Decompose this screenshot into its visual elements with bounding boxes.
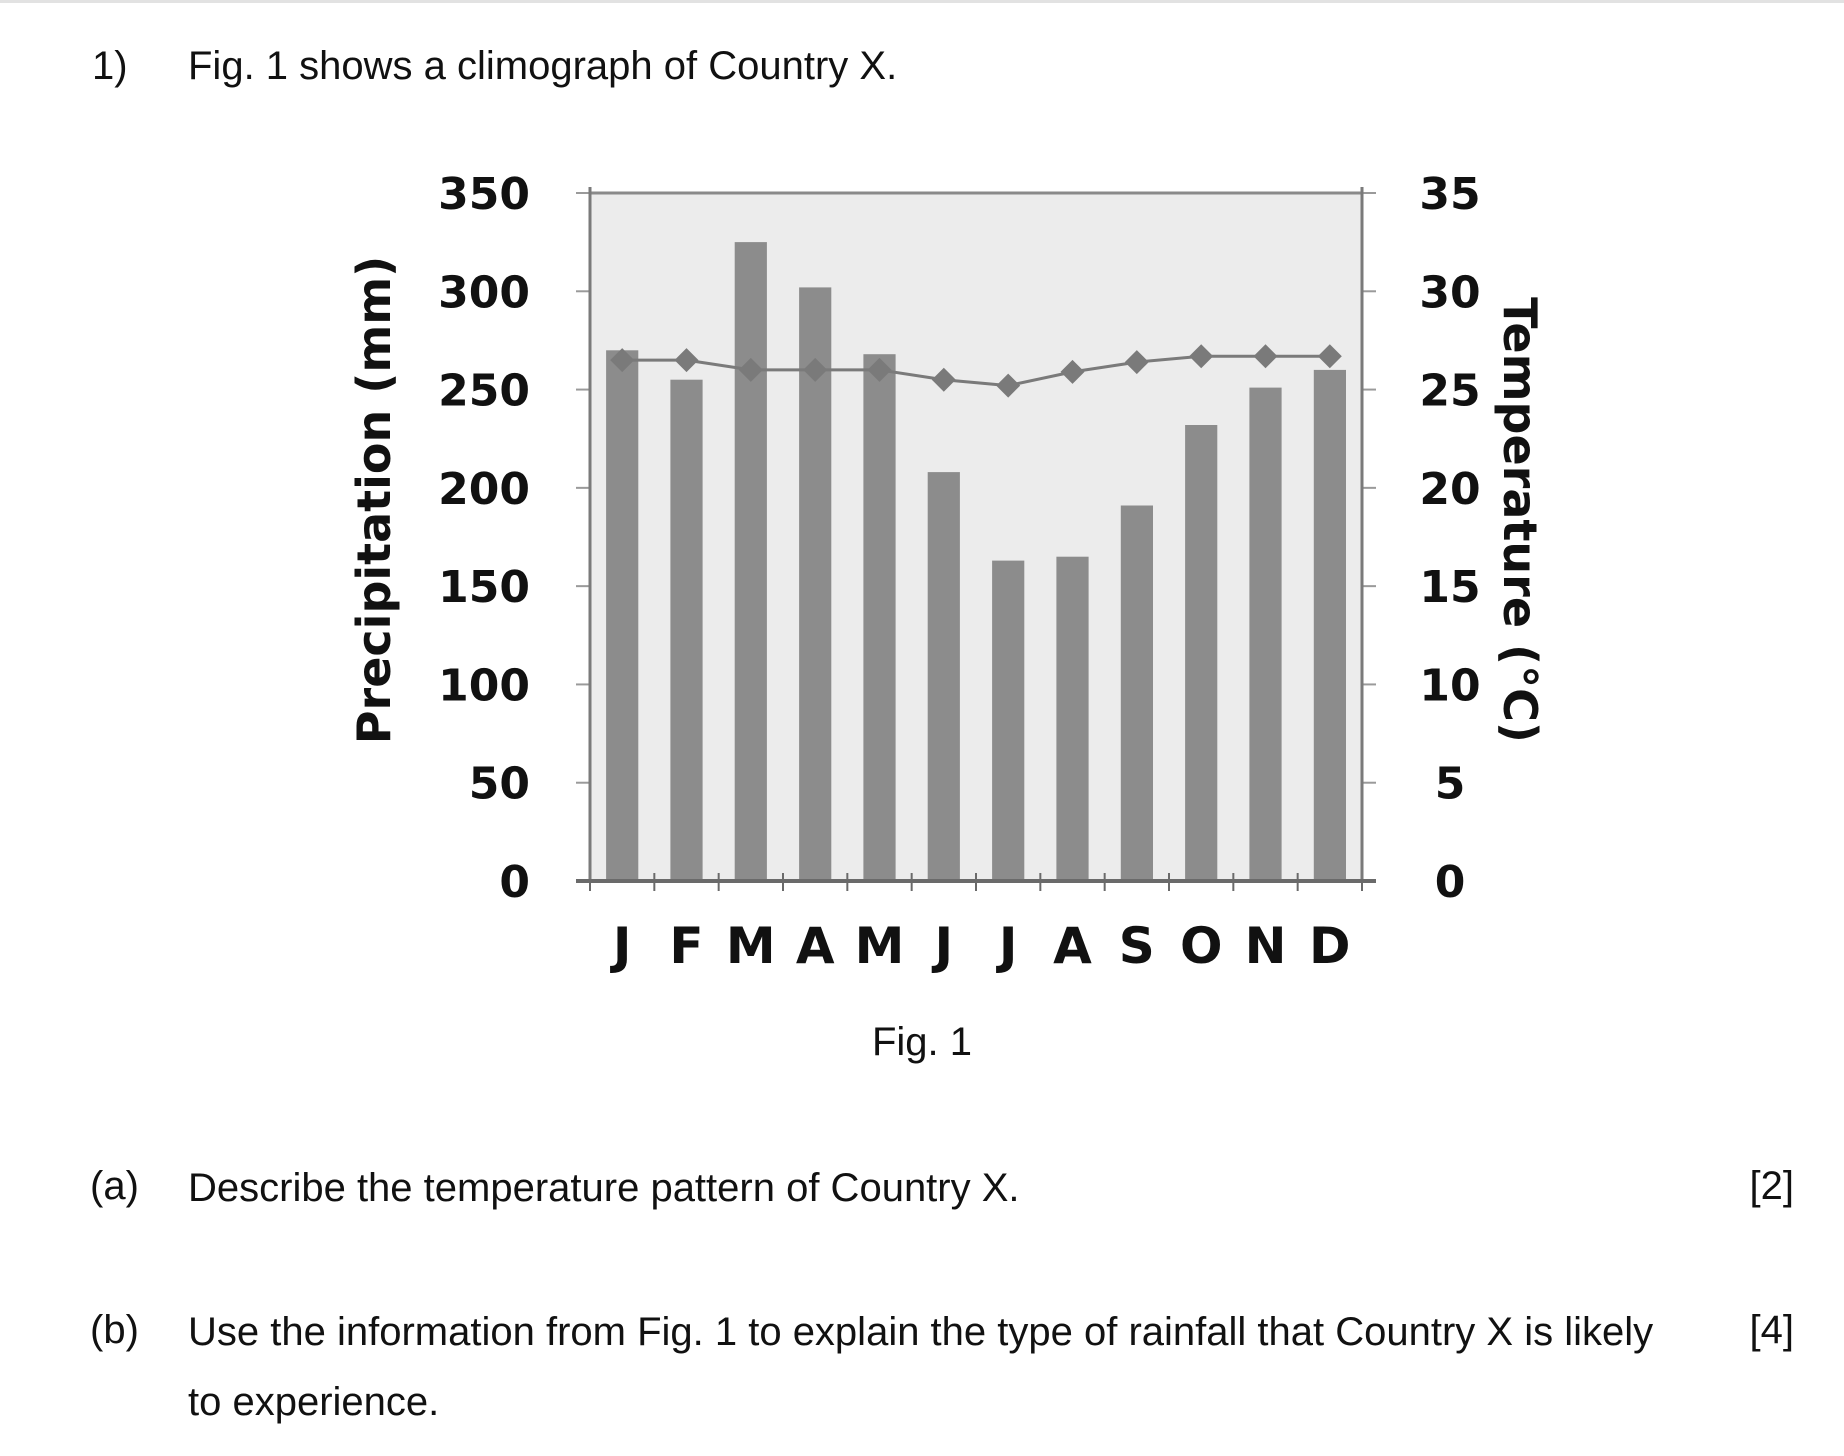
precipitation-bar	[735, 242, 767, 881]
x-axis-tick-label: A	[795, 917, 835, 975]
figure-caption: Fig. 1	[871, 1020, 973, 1064]
part-b-text	[188, 1297, 1653, 1437]
right-axis-tick-label: 20	[1419, 463, 1481, 515]
precipitation-bar	[1314, 370, 1346, 881]
x-axis-tick-label: S	[1118, 917, 1155, 975]
right-axis-tick-label: 5	[1434, 758, 1466, 810]
y2-axis-title: Temperature (°C)	[1493, 297, 1547, 743]
right-axis-tick-label: 25	[1419, 365, 1481, 417]
precipitation-bar	[992, 561, 1024, 881]
x-axis-tick-label: M	[725, 917, 776, 975]
left-axis-tick-label: 300	[438, 267, 530, 319]
x-axis-tick-label: J	[998, 917, 1018, 975]
right-axis-tick-label: 15	[1419, 562, 1481, 614]
x-axis-tick-label: F	[669, 917, 704, 975]
precipitation-bar	[670, 380, 702, 881]
x-axis-tick-label: N	[1244, 917, 1287, 975]
part-a-text: Describe the temperature pattern of Country X.	[188, 1166, 1020, 1210]
question-intro: Fig. 1 shows a climograph of Country X.	[188, 44, 898, 88]
left-axis-tick-label: 200	[438, 463, 530, 515]
right-axis-tick-label: 35	[1419, 169, 1481, 220]
precipitation-bar	[1121, 506, 1153, 882]
left-axis-tick-label: 0	[499, 857, 530, 908]
x-axis-tick-label: D	[1309, 917, 1351, 975]
left-axis-tick-label: 50	[468, 758, 530, 810]
x-axis-tick-label: J	[612, 917, 632, 975]
question-number: 1)	[92, 44, 128, 88]
right-axis-tick-label: 0	[1434, 857, 1466, 908]
x-axis-tick-labels	[610, 917, 1351, 975]
x-axis-tick-label: J	[934, 917, 954, 975]
part-b-label: (b)	[90, 1308, 139, 1352]
x-axis-tick-label: A	[1053, 917, 1092, 975]
y-axis-title: Precipitation (mm)	[347, 255, 401, 745]
precipitation-bar	[863, 354, 895, 881]
part-a-marks: [2]	[1749, 1164, 1794, 1208]
precipitation-bar	[928, 472, 960, 881]
precipitation-bar	[1249, 388, 1281, 881]
left-axis-tick-label: 150	[438, 562, 530, 614]
precipitation-bar	[1056, 557, 1088, 881]
part-b-text-line-1: Use the information from Fig. 1 to explain the type of rainfall that Country X is likely	[188, 1310, 1654, 1354]
part-b-text-line-2: to experience.	[188, 1380, 440, 1424]
left-axis-tick-label: 100	[438, 660, 530, 712]
precipitation-bar	[1185, 425, 1217, 881]
right-axis-tick-label: 10	[1419, 660, 1481, 712]
plot-area	[590, 193, 1362, 881]
part-a-label: (a)	[90, 1164, 139, 1208]
left-axis-tick-label: 350	[438, 169, 530, 220]
left-axis-tick-labels	[438, 169, 530, 908]
part-b-marks: [4]	[1749, 1308, 1794, 1352]
right-axis-tick-labels	[1419, 169, 1480, 908]
x-axis-tick-label: O	[1179, 917, 1223, 975]
left-axis-tick-label: 250	[438, 365, 530, 417]
x-axis-tick-label: M	[854, 917, 905, 975]
right-axis-tick-label: 30	[1419, 267, 1481, 319]
precipitation-bar	[606, 350, 638, 881]
